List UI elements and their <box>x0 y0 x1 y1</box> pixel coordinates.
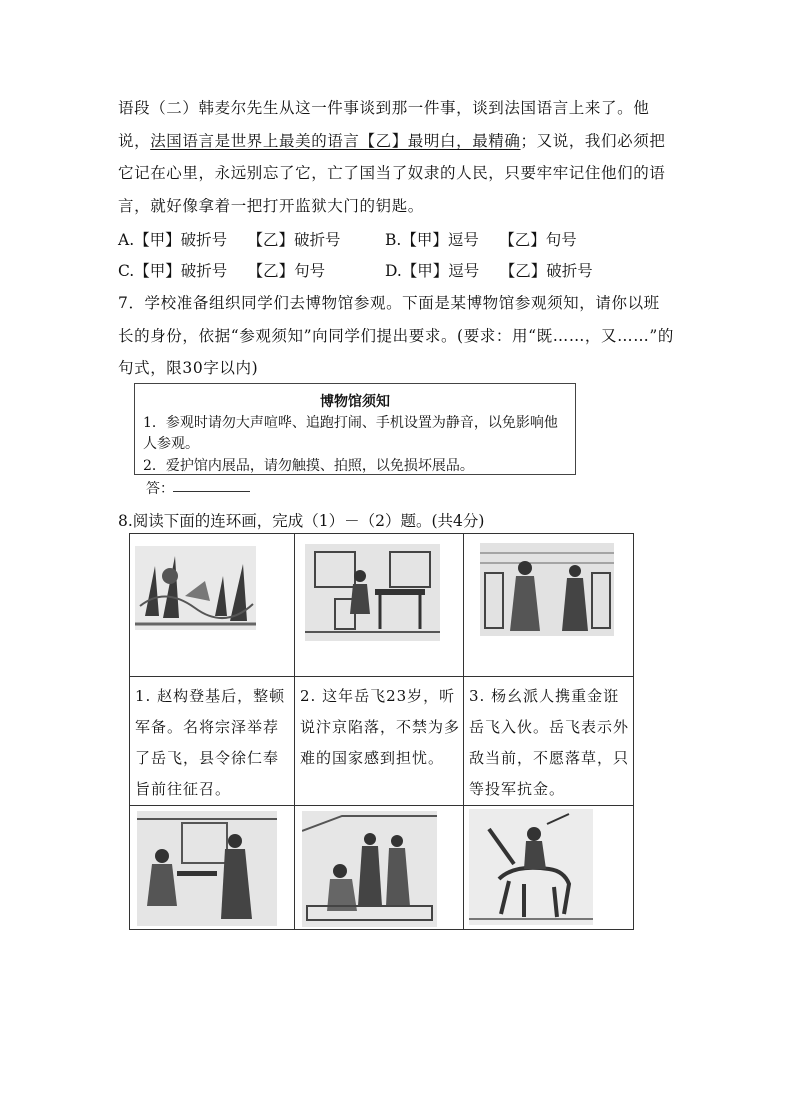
underlined-phrase: 是世界上最美的语言【乙】最明白，最精确 <box>214 131 521 150</box>
caption-2: 2. 这年岳飞23岁，听说汴京陷落，不禁为多难的国家感到担忧。 <box>300 687 461 767</box>
caption-3: 3. 杨幺派人携重金诳岳飞入伙。岳飞表示外敌当前，不愿落草，只等投军抗金。 <box>469 687 630 798</box>
seated-visitor-image <box>137 811 277 926</box>
notice-title: 博物馆须知 <box>320 394 390 410</box>
answer-blank[interactable] <box>173 491 250 492</box>
man-writing-image <box>305 544 440 641</box>
notice-rule-1-cont: 人参观。 <box>143 436 199 452</box>
option-a: A.【甲】破折号 【乙】破折号 <box>118 231 341 249</box>
question-7: 7．学校准备组织同学们去博物馆参观。下面是某博物馆参观须知，请你以班长的身份，依据“参观须知”向同学们提出要求。(要求：用“既……，又……”的句式，限30字以内) <box>118 294 674 377</box>
comic-cell <box>130 677 295 806</box>
two-men-indoor-image <box>480 543 614 636</box>
passage-text: 语段（二）韩麦尔先生从这一件事谈到那一件事，谈到法国语言上来了。他说， <box>118 99 650 150</box>
comic-cell <box>130 534 295 677</box>
passage-paragraph <box>118 92 678 222</box>
group-court-image <box>302 811 437 927</box>
comic-cell <box>464 677 634 806</box>
option-d: D.【甲】逗号 【乙】破折号 <box>385 262 593 280</box>
comic-cell <box>464 806 634 930</box>
comic-cell <box>295 806 464 930</box>
option-c: C.【甲】破折号 【乙】句号 <box>118 262 326 280</box>
snowy-trees-image <box>135 546 256 630</box>
museum-notice-box <box>134 383 576 475</box>
option-b: B.【甲】逗号 【乙】句号 <box>385 231 577 249</box>
notice-rule-2: 2．爱护馆内展品，请勿触摸、拍照，以免损坏展品。 <box>143 458 474 474</box>
notice-rule-1: 1．参观时请勿大声喧哗、追跑打闹、手机设置为静音，以免影响他 <box>143 415 558 431</box>
comic-cell <box>295 677 464 806</box>
passage-text: ；又说，我们必须把它记在心里，永远别忘了它，亡了国当了奴隶的人民，只要牢牢记住他们的语言，就好像拿着一把打开监狱大门的钥匙。 <box>118 131 666 215</box>
comic-table <box>129 533 634 930</box>
comic-cell <box>464 534 634 677</box>
caption-1: 1. 赵构登基后，整顿军备。名将宗泽举荐了岳飞，县令徐仁奉旨前往征召。 <box>135 687 286 798</box>
comic-cell <box>130 806 295 930</box>
answer-label: 答： <box>146 481 174 497</box>
underlined-phrase: 法国语言 <box>150 131 215 150</box>
question-8: 8.阅读下面的连环画，完成（1）－（2）题。(共4分) <box>118 512 485 530</box>
comic-cell <box>295 534 464 677</box>
horseman-image <box>469 809 593 925</box>
